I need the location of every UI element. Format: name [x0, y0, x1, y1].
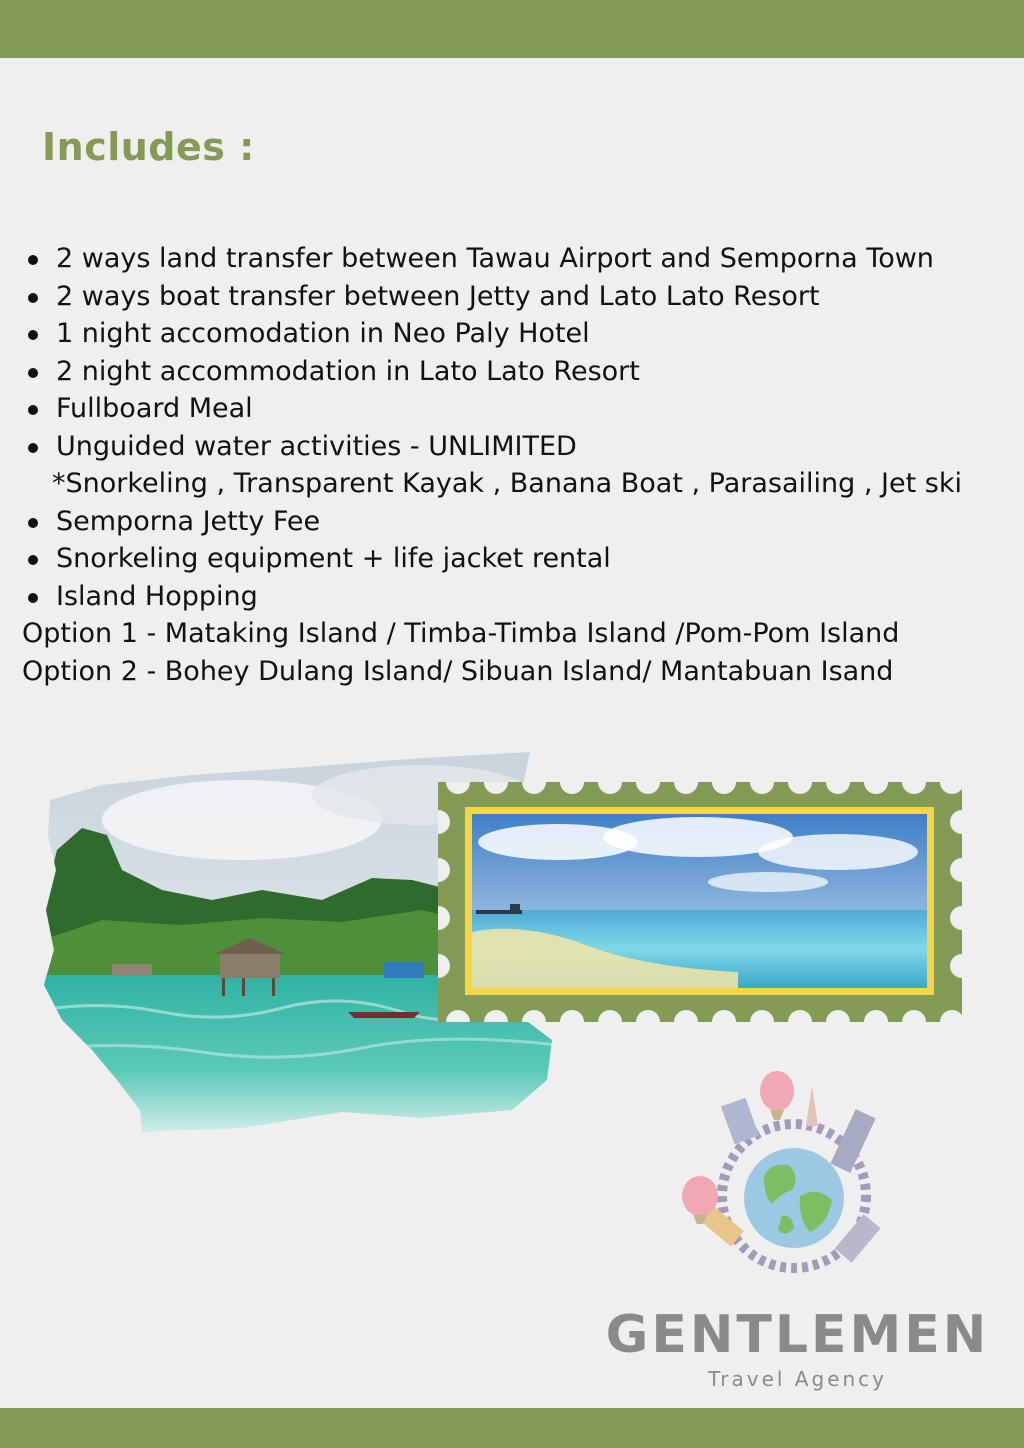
- list-item: 1 night accomodation in Neo Paly Hotel: [22, 315, 1017, 353]
- bullet-icon: [28, 555, 38, 565]
- bullet-icon: [28, 293, 38, 303]
- list-item: Unguided water activities - UNLIMITED: [22, 428, 1017, 466]
- bullet-icon: [28, 255, 38, 265]
- includes-heading: Includes :: [42, 125, 255, 169]
- island-option-1: Option 1 - Mataking Island / Timba-Timba Island /Pom-Pom Island: [22, 618, 900, 649]
- brand-block: [600, 1305, 995, 1391]
- activities-note: *Snorkeling , Transparent Kayak , Banana Boat , Parasailing , Jet ski: [52, 468, 962, 499]
- list-item: Island Hopping: [22, 578, 1017, 616]
- bullet-icon: [28, 368, 38, 378]
- island-option-2: Option 2 - Bohey Dulang Island/ Sibuan Island/ Mantabuan Isand: [22, 655, 894, 687]
- brand-tagline: Travel Agency: [708, 1367, 887, 1391]
- bottom-banner: [0, 1408, 1024, 1448]
- list-item: Fullboard Meal: [22, 390, 1017, 428]
- list-item: 2 ways boat transfer between Jetty and Lato Lato Resort: [22, 278, 1017, 316]
- beach-stamp-photo: [438, 782, 962, 1022]
- list-item: Snorkeling equipment + life jacket rental: [22, 540, 1017, 578]
- bullet-icon: [28, 518, 38, 528]
- travel-globe-logo: [672, 1066, 917, 1291]
- bullet-icon: [28, 405, 38, 415]
- brand-name: GENTLEMEN: [605, 1305, 990, 1365]
- list-item: Semporna Jetty Fee: [22, 503, 1017, 541]
- top-banner: [0, 0, 1024, 58]
- bullet-icon: [28, 593, 38, 603]
- list-item: 2 night accommodation in Lato Lato Resort: [22, 353, 1017, 391]
- bullet-icon: [28, 443, 38, 453]
- bullet-icon: [28, 330, 38, 340]
- list-item: 2 ways land transfer between Tawau Airport and Semporna Town: [22, 240, 1017, 278]
- includes-list: [22, 240, 1017, 690]
